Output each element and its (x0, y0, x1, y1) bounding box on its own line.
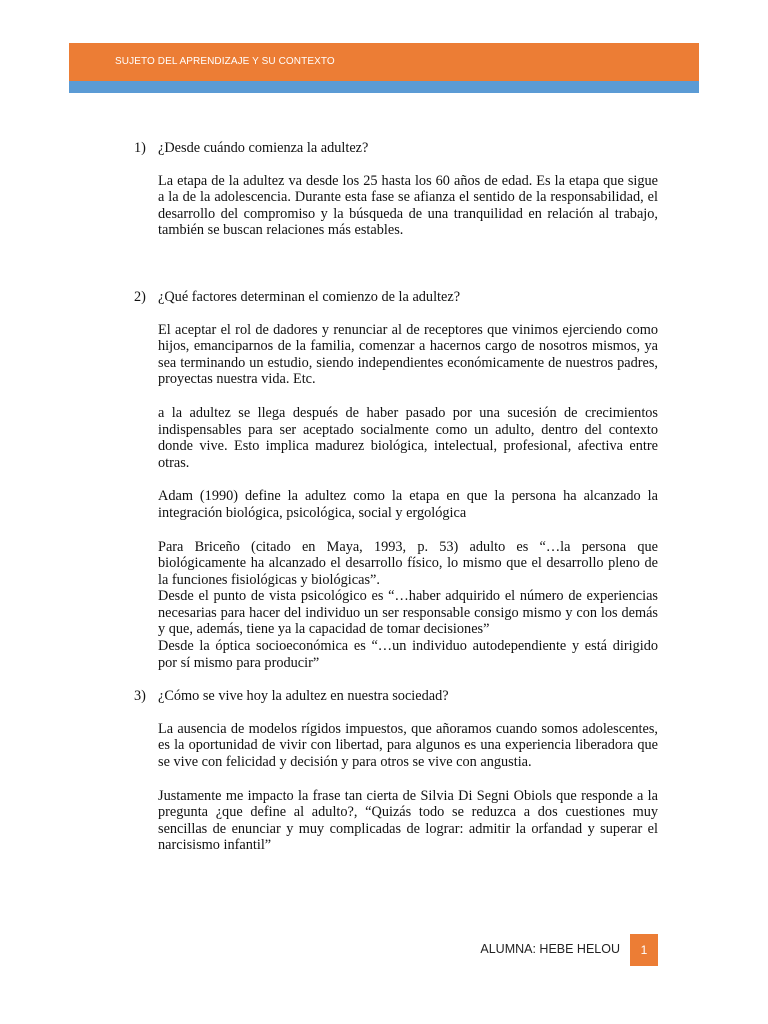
answer-paragraph: Justamente me impacto la frase tan cierta de Silvia Di Segni Obiols que responde a la pregunta ¿que define al adulto?, “Quizás todo se reduzca a dos cuestiones muy sencillas de enunciar y muy complicadas de lograr: admitir la orfandad y superar el narcisismo infantil” (158, 787, 658, 854)
answer-paragraph: Adam (1990) define la adultez como la etapa en que la persona ha alcanzado la integración biológica, psicológica, social y ergológica (158, 488, 658, 521)
answer-paragraph: La etapa de la adultez va desde los 25 hasta los 60 años de edad. Es la etapa que sigue a la de la adolescencia. Durante esta fase se afianza el sentido de la responsabilidad, el desarrollo del compromiso y la búsqueda de una tranquilidad en relación al trabajo, también se buscan relaciones más estables. (158, 172, 658, 239)
question-2 (134, 289, 658, 306)
page-header (69, 43, 699, 81)
answer-paragraph: La ausencia de modelos rígidos impuestos, que añoramos cuando somos adolescentes, es la oportunidad de vivir con libertad, para algunos es una experiencia liberadora que se vive con felicidad y decisión y para otros se vive con angustia. (158, 720, 658, 771)
page-number-badge (630, 934, 658, 966)
page-number: 1 (640, 943, 648, 957)
answer-paragraph: El aceptar el rol de dadores y renunciar al de receptores que vinimos ejerciendo como hijos, emanciparnos de la familia, comenzar a hacernos cargo de nosotros mismos, ya sea terminando un estudio, siendo independientes económicamente de nuestros padres, proyectas nuestra vida. Etc. (158, 321, 658, 388)
header-stripe (69, 81, 699, 93)
quote-paragraph: Desde la óptica socioeconómica es “…un individuo autodependiente y está dirigido por sí mismo para producir” (158, 638, 658, 671)
footer-author: ALUMNA: HEBE HELOU (480, 942, 620, 956)
question-3 (134, 688, 658, 705)
question-number: 2) (134, 288, 146, 305)
question-text: ¿Qué factores determinan el comienzo de la adultez? (158, 288, 461, 305)
header-title: SUJETO DEL APRENDIZAJE Y SU CONTEXTO (115, 56, 335, 67)
question-text: ¿Cómo se vive hoy la adultez en nuestra sociedad? (158, 688, 449, 705)
document-body (134, 140, 658, 854)
quote-paragraph: Para Briceño (citado en Maya, 1993, p. 53) adulto es “…la persona que biológicamente ha alcanzado el desarrollo físico, lo mismo que el desarrollo pleno de la funciones fisiológicas y biológicas”. (158, 538, 658, 588)
quote-paragraph: Desde el punto de vista psicológico es “…haber adquirido el número de experiencias necesarias para hacer del individuo un ser responsable consigo mismo y con los demás y que, además, tiene ya la capacidad de tomar decisiones” (158, 588, 658, 638)
question-number: 1) (134, 140, 146, 156)
answer-paragraph: a la adultez se llega después de haber pasado por una sucesión de crecimientos indispensables para ser aceptado socialmente como un adulto, dentro del contexto donde vive. Esto implica madurez biológica, intelectual, profesional, afectiva entre otras. (158, 404, 658, 471)
question-1 (134, 140, 658, 157)
question-text: ¿Desde cuándo comienza la adultez? (158, 140, 369, 156)
question-number: 3) (134, 688, 146, 705)
